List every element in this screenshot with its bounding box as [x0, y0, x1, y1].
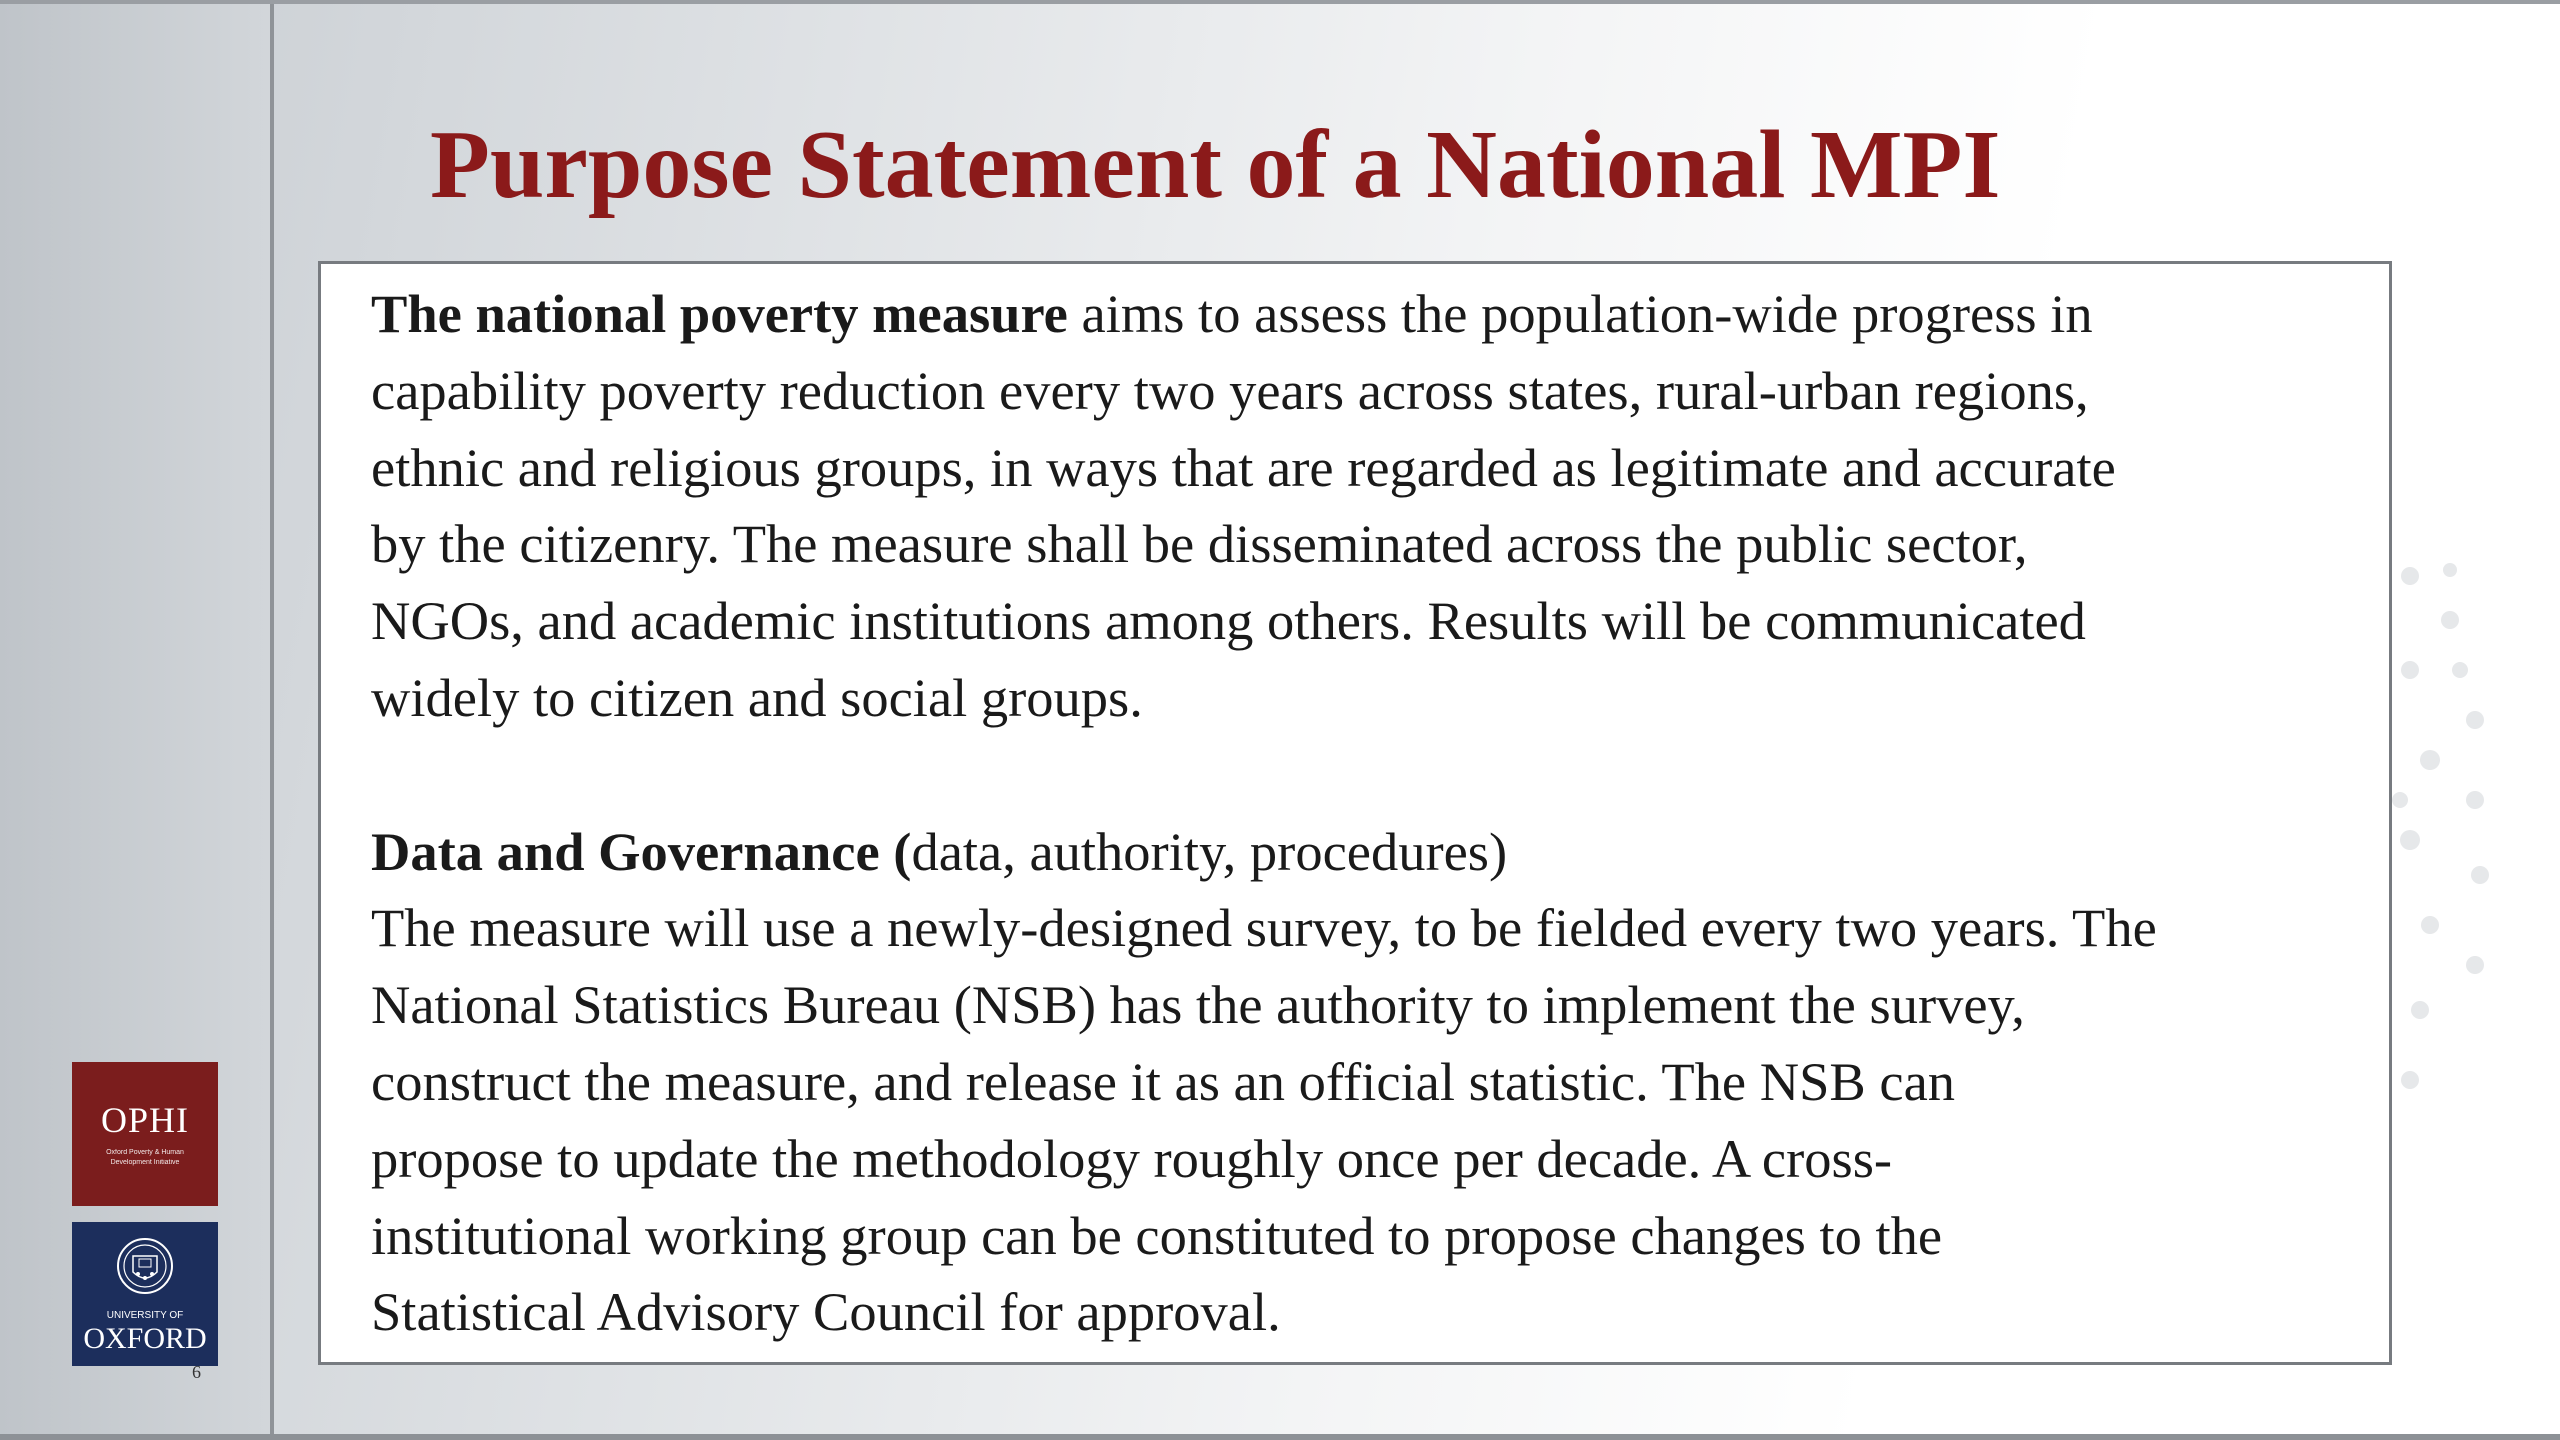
ophi-logo	[72, 1062, 218, 1206]
content-box	[318, 261, 2392, 1365]
paragraph-2-heading-rest: data, authority, procedures)	[911, 820, 1508, 882]
paragraph-2-bold-heading: Data and Governance (	[371, 820, 912, 882]
left-divider	[270, 4, 274, 1434]
paragraph-2-line-1: The measure will use a newly-designed survey, to be fielded every two years. The	[371, 897, 2157, 959]
decorative-dots	[2380, 540, 2500, 1100]
paragraph-2-line-2: National Statistics Bureau (NSB) has the authority to implement the survey,	[371, 974, 2025, 1036]
paragraph-2-heading	[371, 814, 2381, 891]
bottom-border	[0, 1434, 2560, 1440]
ophi-logo-subtitle-2: Development Initiative	[110, 1159, 180, 1166]
oxford-logo-line1: UNIVERSITY OF	[106, 1310, 184, 1321]
oxford-logo-line2: OXFORD	[83, 1322, 207, 1355]
paragraph-1-line-1-text: aims to assess the population-wide progress in	[1067, 283, 2093, 344]
paragraph-2-line-5: institutional working group can be constituted to propose changes to the	[371, 1204, 1943, 1266]
paragraph-1-line-6: widely to citizen and social groups.	[371, 666, 1143, 728]
oxford-crest-icon	[115, 1232, 175, 1304]
paragraph-1-line-4: by the citizenry. The measure shall be disseminated across the public sector,	[371, 513, 2028, 575]
top-border	[0, 0, 2560, 4]
paragraph-2-line-6: Statistical Advisory Council for approval.	[371, 1281, 1281, 1343]
paragraph-1-bold-lead: The national poverty measure	[371, 283, 1068, 344]
oxford-logo	[72, 1222, 218, 1366]
ophi-logo-name: OPHI	[100, 1100, 189, 1140]
paragraph-1-line-5: NGOs, and academic institutions among others. Results will be communicated	[371, 590, 2086, 652]
content-text	[371, 276, 2381, 1351]
paragraph-gap	[371, 737, 2381, 814]
slide-title: Purpose Statement of a National MPI	[430, 111, 2001, 219]
left-sidebar-panel	[0, 4, 270, 1434]
paragraph-1-line-3: ethnic and religious groups, in ways that are regarded as legitimate and accurate	[371, 436, 2116, 498]
paragraph-1-line-2: capability poverty reduction every two years across states, rural-urban regions,	[371, 359, 2089, 421]
paragraph-2-line-4: propose to update the methodology roughly once per decade. A cross-	[371, 1127, 1893, 1189]
page-number: 6	[192, 1362, 201, 1382]
ophi-logo-subtitle-1: Oxford Poverty & Human	[106, 1149, 184, 1156]
paragraph-2-line-3: construct the measure, and release it as an official statistic. The NSB can	[371, 1050, 1956, 1112]
paragraph-1-line-1	[371, 276, 2381, 353]
